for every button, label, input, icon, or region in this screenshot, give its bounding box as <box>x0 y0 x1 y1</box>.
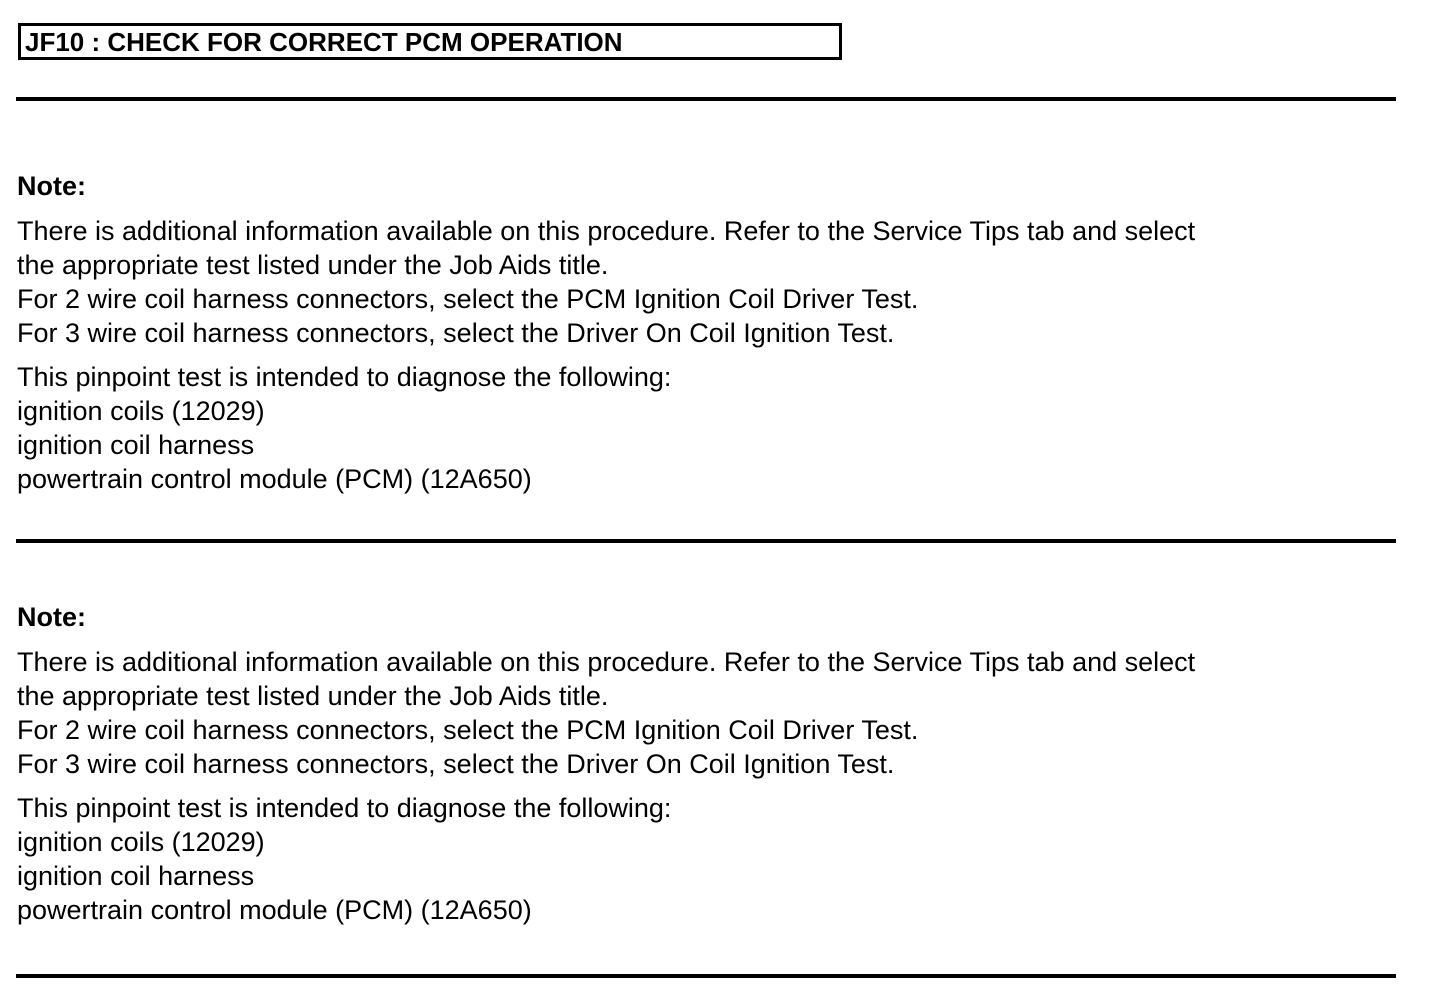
note-info-line: There is additional information available on this procedure. Refer to the Service Tips tab and select <box>17 216 1196 246</box>
note-info-line: There is additional information available on this procedure. Refer to the Service Tips tab and select <box>17 647 1196 677</box>
diagnose-item: powertrain control module (PCM) (12A650) <box>17 895 532 925</box>
diagnose-item: ignition coils (12029) <box>17 396 265 426</box>
divider-middle <box>16 539 1396 543</box>
note-info-paragraph <box>17 645 1407 781</box>
diagnose-intro: This pinpoint test is intended to diagnose the following: <box>17 362 672 392</box>
divider-top <box>16 97 1396 101</box>
diagnose-item: ignition coils (12029) <box>17 827 265 857</box>
note-info-line: For 3 wire coil harness connectors, select the Driver On Coil Ignition Test. <box>17 749 895 779</box>
diagnose-item: ignition coil harness <box>17 861 255 891</box>
note-info-line: For 3 wire coil harness connectors, select the Driver On Coil Ignition Test. <box>17 318 895 348</box>
note-label: Note: <box>17 171 86 201</box>
note-label: Note: <box>17 602 86 632</box>
procedure-title-box <box>18 23 842 60</box>
diagnose-item: ignition coil harness <box>17 430 255 460</box>
note-section-2 <box>17 602 1407 927</box>
note-info-line: the appropriate test listed under the Job Aids title. <box>17 681 609 711</box>
note-info-line: For 2 wire coil harness connectors, select the PCM Ignition Coil Driver Test. <box>17 715 919 745</box>
divider-bottom <box>16 974 1396 978</box>
note-info-paragraph <box>17 214 1407 350</box>
note-info-line: For 2 wire coil harness connectors, select the PCM Ignition Coil Driver Test. <box>17 284 919 314</box>
procedure-title: JF10 : CHECK FOR CORRECT PCM OPERATION <box>25 27 623 57</box>
diagnose-intro: This pinpoint test is intended to diagnose the following: <box>17 793 672 823</box>
note-section-1 <box>17 171 1407 496</box>
diagnose-item: powertrain control module (PCM) (12A650) <box>17 464 532 494</box>
diagnose-list <box>17 791 1407 927</box>
diagnose-list <box>17 360 1407 496</box>
note-info-line: the appropriate test listed under the Job Aids title. <box>17 250 609 280</box>
